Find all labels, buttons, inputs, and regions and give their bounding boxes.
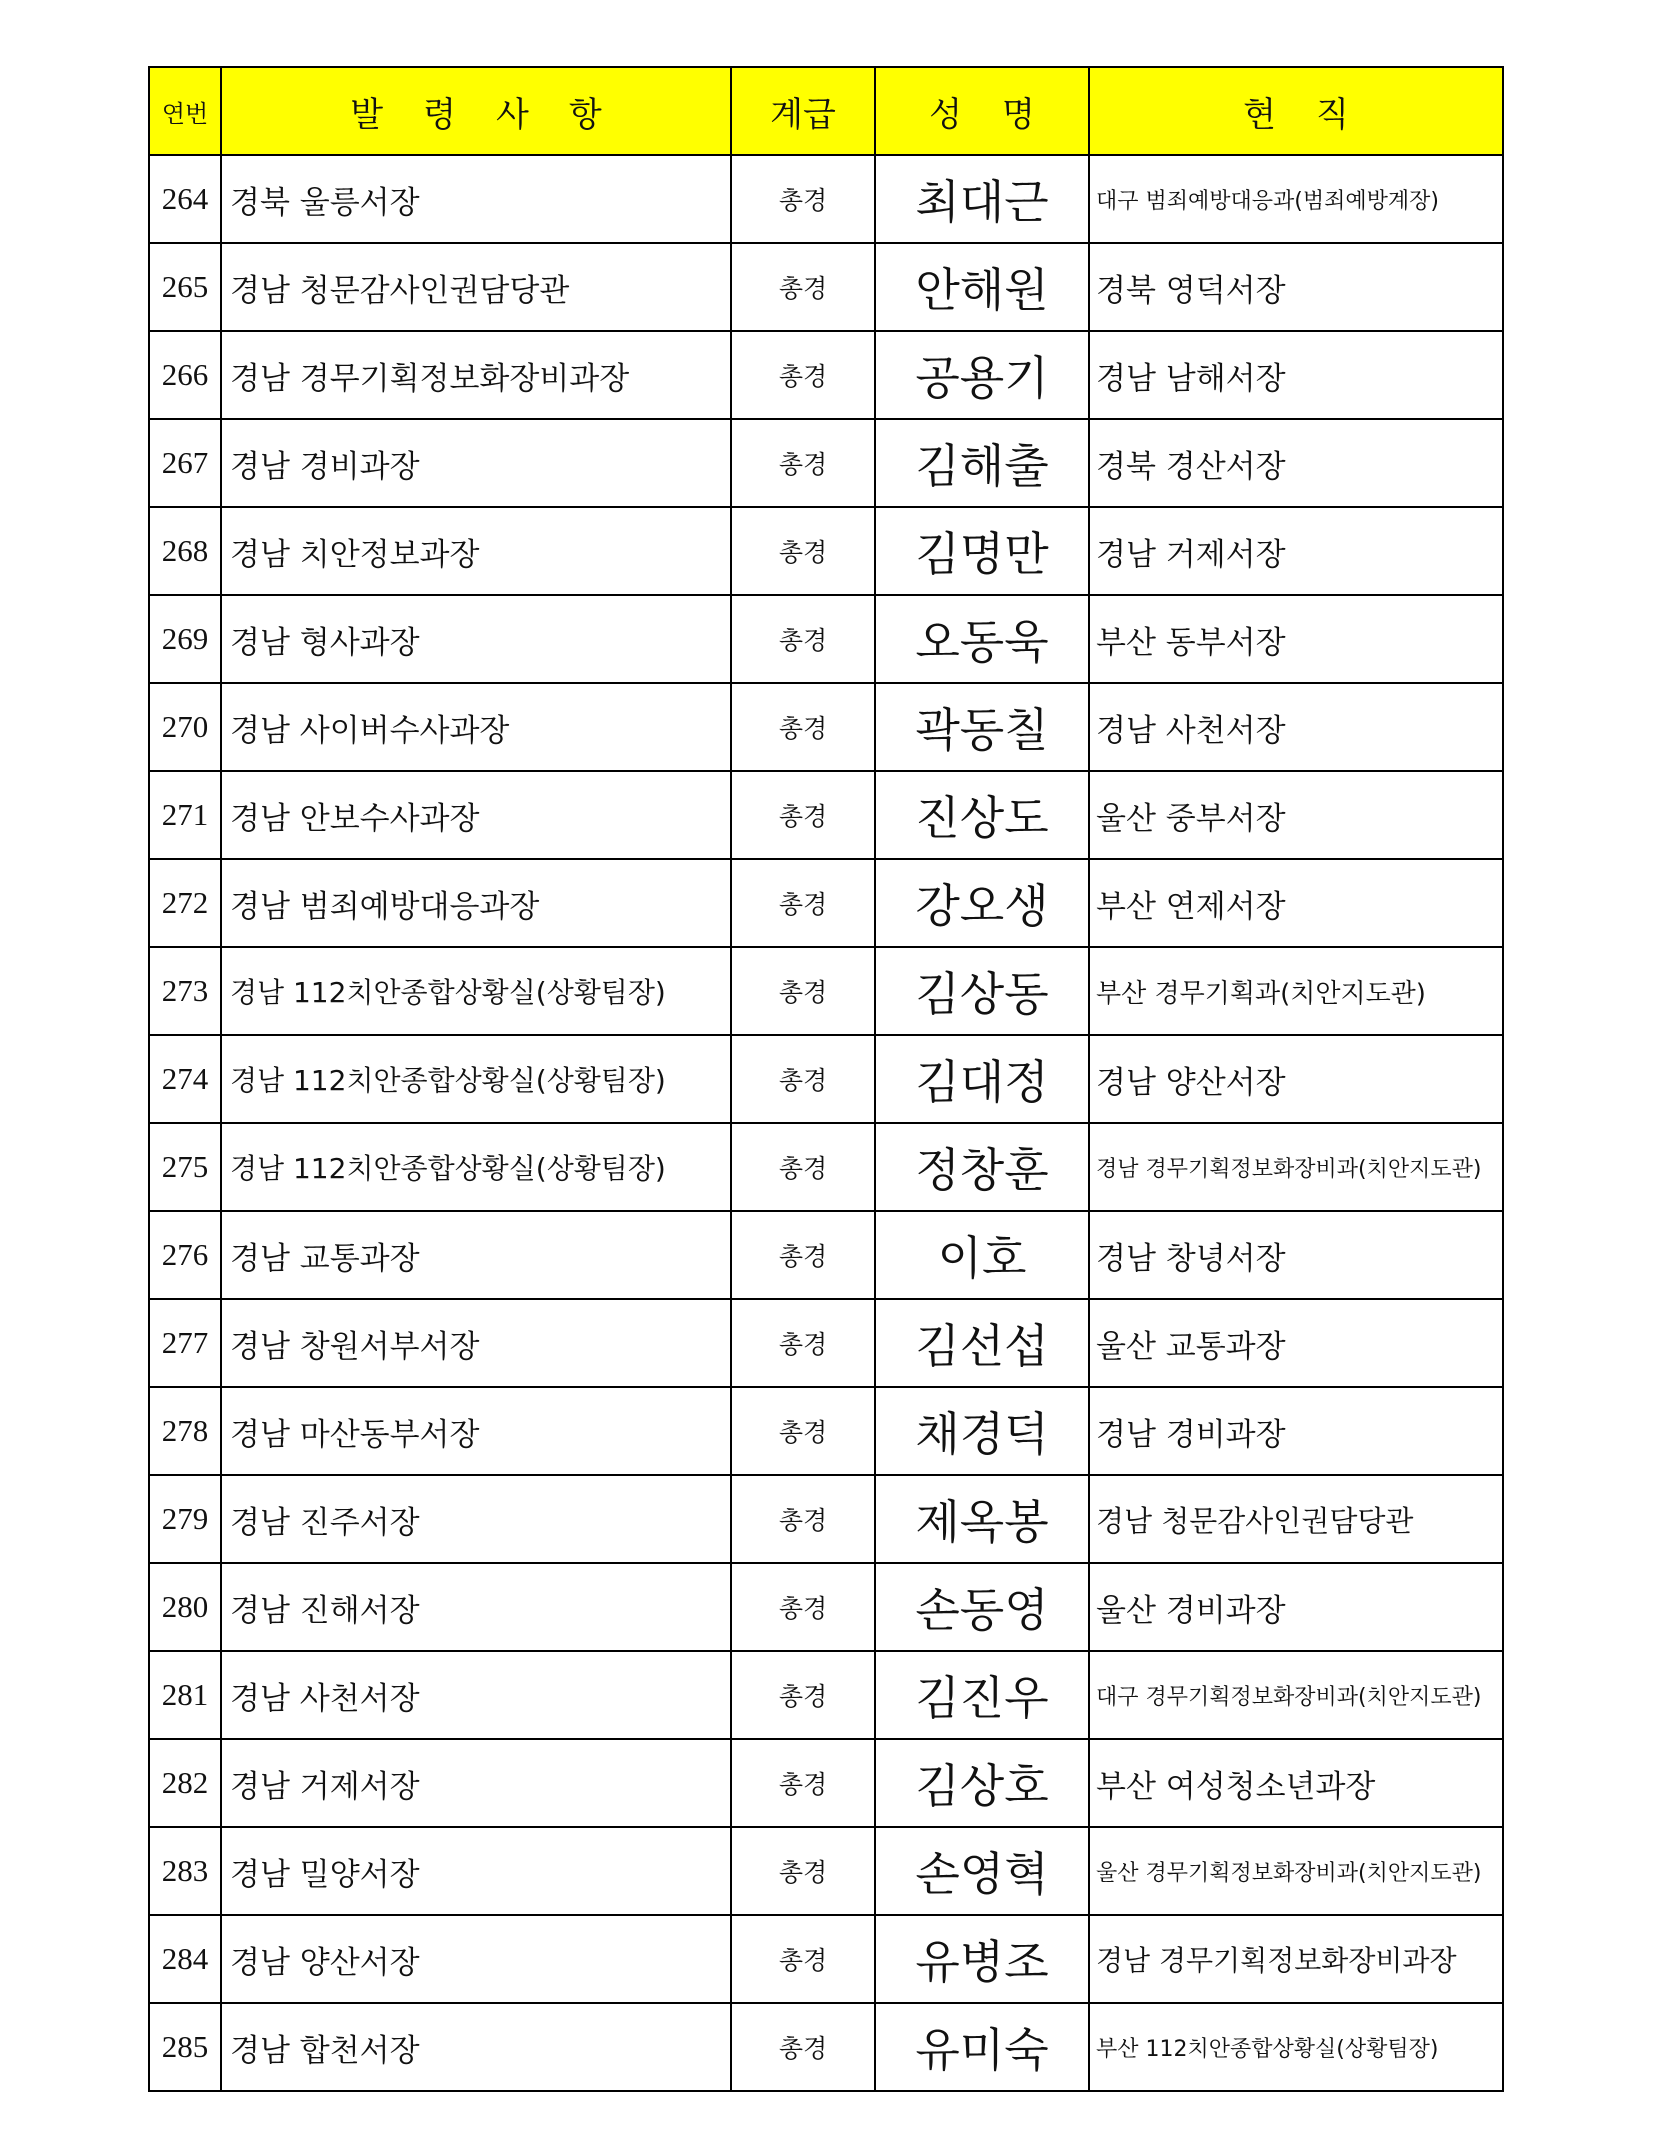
person-name: 김선섭 [875, 1299, 1089, 1387]
serial-number: 278 [149, 1387, 221, 1475]
person-name: 안해원 [875, 243, 1089, 331]
table-row [149, 1827, 1503, 1915]
rank: 총경 [731, 1651, 875, 1739]
serial-number: 273 [149, 947, 221, 1035]
person-name: 손영혁 [875, 1827, 1089, 1915]
rank: 총경 [731, 2003, 875, 2091]
current-position: 울산 경비과장 [1089, 1563, 1503, 1651]
table-row [149, 1387, 1503, 1475]
appointment: 경남 안보수사과장 [221, 771, 731, 859]
personnel-roster-table [148, 66, 1504, 2092]
appointment: 경남 진주서장 [221, 1475, 731, 1563]
rank: 총경 [731, 419, 875, 507]
rank: 총경 [731, 595, 875, 683]
rank: 총경 [731, 1739, 875, 1827]
current-position: 대구 범죄예방대응과(범죄예방계장) [1089, 155, 1503, 243]
rank: 총경 [731, 1475, 875, 1563]
serial-number: 265 [149, 243, 221, 331]
header-name: 성명 [875, 67, 1089, 155]
table-row [149, 419, 1503, 507]
current-position: 울산 중부서장 [1089, 771, 1503, 859]
appointment: 경남 사천서장 [221, 1651, 731, 1739]
rank: 총경 [731, 947, 875, 1035]
table-row [149, 1211, 1503, 1299]
serial-number: 281 [149, 1651, 221, 1739]
appointment: 경남 범죄예방대응과장 [221, 859, 731, 947]
table-row [149, 859, 1503, 947]
appointment: 경남 거제서장 [221, 1739, 731, 1827]
person-name: 진상도 [875, 771, 1089, 859]
table-row [149, 155, 1503, 243]
person-name: 유미숙 [875, 2003, 1089, 2091]
current-position: 경북 영덕서장 [1089, 243, 1503, 331]
rank: 총경 [731, 243, 875, 331]
rank: 총경 [731, 1035, 875, 1123]
appointment: 경북 울릉서장 [221, 155, 731, 243]
table-row [149, 1299, 1503, 1387]
serial-number: 277 [149, 1299, 221, 1387]
person-name: 제옥봉 [875, 1475, 1089, 1563]
current-position: 부산 동부서장 [1089, 595, 1503, 683]
person-name: 정창훈 [875, 1123, 1089, 1211]
table-row [149, 683, 1503, 771]
header-rank: 계급 [731, 67, 875, 155]
appointment: 경남 112치안종합상황실(상황팀장) [221, 1123, 731, 1211]
appointment: 경남 청문감사인권담당관 [221, 243, 731, 331]
serial-number: 276 [149, 1211, 221, 1299]
table-row [149, 507, 1503, 595]
header-current-position: 현직 [1089, 67, 1503, 155]
serial-number: 272 [149, 859, 221, 947]
appointment: 경남 사이버수사과장 [221, 683, 731, 771]
rank: 총경 [731, 683, 875, 771]
appointment: 경남 교통과장 [221, 1211, 731, 1299]
table-row [149, 1475, 1503, 1563]
appointment: 경남 경비과장 [221, 419, 731, 507]
table-row [149, 1035, 1503, 1123]
appointment: 경남 112치안종합상황실(상황팀장) [221, 947, 731, 1035]
table-row [149, 595, 1503, 683]
serial-number: 279 [149, 1475, 221, 1563]
current-position: 대구 경무기획정보화장비과(치안지도관) [1089, 1651, 1503, 1739]
current-position: 부산 연제서장 [1089, 859, 1503, 947]
current-position: 경북 경산서장 [1089, 419, 1503, 507]
serial-number: 268 [149, 507, 221, 595]
serial-number: 285 [149, 2003, 221, 2091]
person-name: 이호 [875, 1211, 1089, 1299]
table-row [149, 243, 1503, 331]
current-position: 경남 남해서장 [1089, 331, 1503, 419]
current-position: 경남 청문감사인권담당관 [1089, 1475, 1503, 1563]
current-position: 경남 경무기획정보화장비과(치안지도관) [1089, 1123, 1503, 1211]
current-position: 부산 경무기획과(치안지도관) [1089, 947, 1503, 1035]
person-name: 오동욱 [875, 595, 1089, 683]
header-row [149, 67, 1503, 155]
serial-number: 270 [149, 683, 221, 771]
appointment: 경남 형사과장 [221, 595, 731, 683]
person-name: 김상동 [875, 947, 1089, 1035]
table-row [149, 1651, 1503, 1739]
current-position: 경남 창녕서장 [1089, 1211, 1503, 1299]
serial-number: 275 [149, 1123, 221, 1211]
table-body [149, 155, 1503, 2091]
person-name: 손동영 [875, 1563, 1089, 1651]
current-position: 경남 거제서장 [1089, 507, 1503, 595]
rank: 총경 [731, 1915, 875, 2003]
current-position: 울산 교통과장 [1089, 1299, 1503, 1387]
person-name: 최대근 [875, 155, 1089, 243]
person-name: 김상호 [875, 1739, 1089, 1827]
serial-number: 266 [149, 331, 221, 419]
appointment: 경남 치안정보과장 [221, 507, 731, 595]
header-serial-number: 연번 [149, 67, 221, 155]
rank: 총경 [731, 155, 875, 243]
rank: 총경 [731, 1123, 875, 1211]
rank: 총경 [731, 771, 875, 859]
table-row [149, 2003, 1503, 2091]
current-position: 경남 경무기획정보화장비과장 [1089, 1915, 1503, 2003]
rank: 총경 [731, 331, 875, 419]
appointment: 경남 양산서장 [221, 1915, 731, 2003]
table-row [149, 1123, 1503, 1211]
appointment: 경남 진해서장 [221, 1563, 731, 1651]
table-row [149, 1563, 1503, 1651]
person-name: 유병조 [875, 1915, 1089, 2003]
rank: 총경 [731, 507, 875, 595]
person-name: 곽동칠 [875, 683, 1089, 771]
rank: 총경 [731, 1211, 875, 1299]
current-position: 울산 경무기획정보화장비과(치안지도관) [1089, 1827, 1503, 1915]
rank: 총경 [731, 1827, 875, 1915]
serial-number: 271 [149, 771, 221, 859]
person-name: 공용기 [875, 331, 1089, 419]
serial-number: 267 [149, 419, 221, 507]
serial-number: 264 [149, 155, 221, 243]
rank: 총경 [731, 1299, 875, 1387]
rank: 총경 [731, 1563, 875, 1651]
current-position: 경남 경비과장 [1089, 1387, 1503, 1475]
serial-number: 269 [149, 595, 221, 683]
table-row [149, 331, 1503, 419]
table-row [149, 771, 1503, 859]
person-name: 채경덕 [875, 1387, 1089, 1475]
person-name: 김대정 [875, 1035, 1089, 1123]
serial-number: 284 [149, 1915, 221, 2003]
serial-number: 282 [149, 1739, 221, 1827]
appointment: 경남 합천서장 [221, 2003, 731, 2091]
rank: 총경 [731, 1387, 875, 1475]
serial-number: 283 [149, 1827, 221, 1915]
rank: 총경 [731, 859, 875, 947]
current-position: 부산 112치안종합상황실(상황팀장) [1089, 2003, 1503, 2091]
appointment: 경남 경무기획정보화장비과장 [221, 331, 731, 419]
appointment: 경남 112치안종합상황실(상황팀장) [221, 1035, 731, 1123]
table-row [149, 1915, 1503, 2003]
serial-number: 280 [149, 1563, 221, 1651]
current-position: 부산 여성청소년과장 [1089, 1739, 1503, 1827]
person-name: 김진우 [875, 1651, 1089, 1739]
person-name: 김명만 [875, 507, 1089, 595]
table-header [149, 67, 1503, 155]
person-name: 강오생 [875, 859, 1089, 947]
table-row [149, 1739, 1503, 1827]
header-appointment: 발령사항 [221, 67, 731, 155]
current-position: 경남 사천서장 [1089, 683, 1503, 771]
appointment: 경남 밀양서장 [221, 1827, 731, 1915]
table-row [149, 947, 1503, 1035]
appointment: 경남 창원서부서장 [221, 1299, 731, 1387]
person-name: 김해출 [875, 419, 1089, 507]
appointment: 경남 마산동부서장 [221, 1387, 731, 1475]
serial-number: 274 [149, 1035, 221, 1123]
current-position: 경남 양산서장 [1089, 1035, 1503, 1123]
